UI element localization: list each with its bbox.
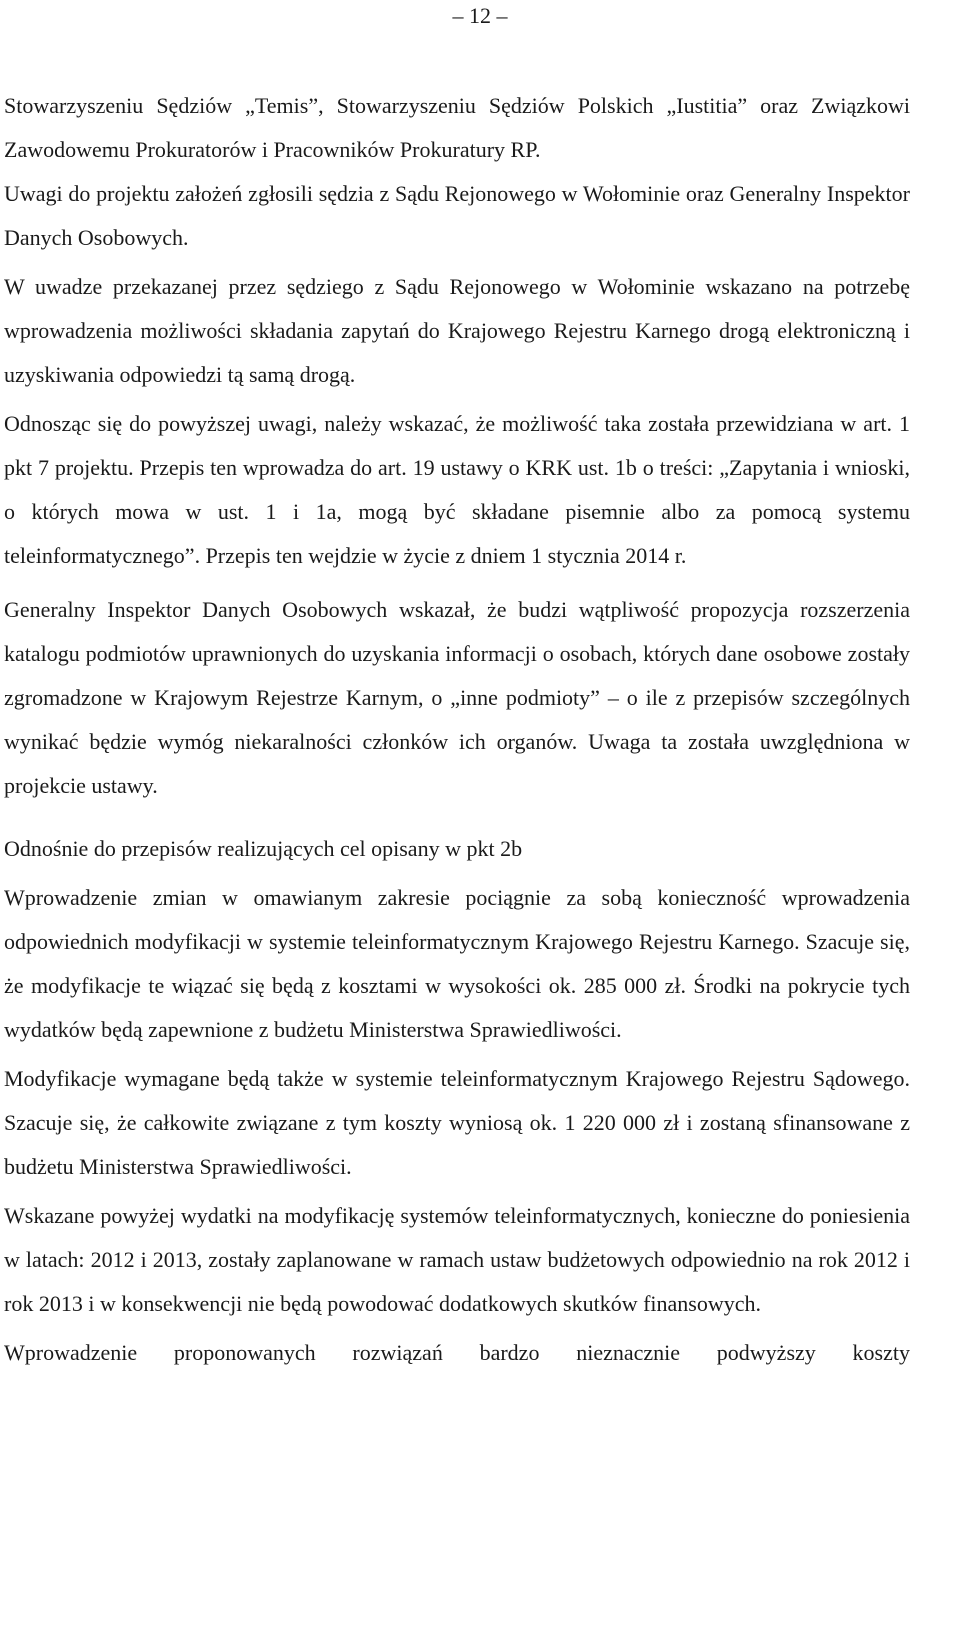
paragraph-krs-system-costs: Modyfikacje wymagane będą także w systemie teleinformatycznym Krajowego Rejestru Sądowego. Szacuje się, że całkowite związane z tym koszty wyniosą ok. 1 220 000 zł i zostaną sfinansowane z budżetu Ministerstwa Sprawiedliwości. [4, 1066, 910, 1179]
paragraph-comments-submitted: Uwagi do projektu założeń zgłosili sędzia z Sądu Rejonowego w Wołominie oraz Generalny Inspektor Danych Osobowych. [4, 181, 910, 250]
paragraph-budget-planning: Wskazane powyżej wydatki na modyfikację systemów teleinformatycznych, konieczne do poniesienia w latach: 2012 i 2013, zostały zaplanowane w ramach ustaw budżetowych odpowiednio na rok 2012 i rok 2013 i w konsekwencji nie będą powodować dodatkowych skutków finansowych. [4, 1203, 910, 1316]
page-number: – 12 – [452, 3, 508, 28]
paragraph-wolomin-judge-comment: W uwadze przekazanej przez sędziego z Sądu Rejonowego w Wołominie wskazano na potrzebę wprowadzenia możliwości składania zapytań do Krajowego Rejestru Karnego drogą elektroniczną i uzyskiwania odpowiedzi tą samą drogą. [4, 274, 910, 387]
section-heading-2b: Odnośnie do przepisów realizujących cel opisany w pkt 2b [4, 836, 523, 861]
paragraph-krk-system-costs: Wprowadzenie zmian w omawianym zakresie pociągnie za sobą konieczność wprowadzenia odpowiednich modyfikacji w systemie teleinformatycznym Krajowego Rejestru Karnego. Szacuje się, że modyfikacje te wiązać się będą z kosztami w wysokości ok. 285 000 zł. Środki na pokrycie tych wydatków będą zapewnione z budżetu Ministerstwa Sprawiedliwości. [4, 885, 910, 1042]
paragraph-associations: Stowarzyszeniu Sędziów „Temis”, Stowarzyszeniu Sędziów Polskich „Iustitia” oraz Związkowi Zawodowemu Prokuratorów i Pracowników Prokuratury RP. [4, 93, 910, 162]
paragraph-response-to-comment: Odnosząc się do powyższej uwagi, należy wskazać, że możliwość taka została przewidziana w art. 1 pkt 7 projektu. Przepis ten wprowadza do art. 19 ustawy o KRK ust. 1b o treści: „Zapytania i wnioski, o których mowa w ust. 1 i 1a, mogą być składane pisemnie albo za pomocą systemu teleinformatycznego”. Przepis ten wejdzie w życie z dniem 1 stycznia 2014 r. [4, 411, 910, 568]
paragraph-giodo-comment: Generalny Inspektor Danych Osobowych wskazał, że budzi wątpliwość propozycja rozszerzenia katalogu podmiotów uprawnionych do uzyskania informacji o osobach, których dane osobowe zostały zgromadzone w Krajowym Rejestrze Karnym, o „inne podmioty” – o ile z przepisów szczególnych wynikać będzie wymóg niekaralności członków ich organów. Uwaga ta została uwzględniona w projekcie ustawy. [4, 597, 910, 798]
document-body [4, 84, 910, 1375]
paragraph-cost-increase: Wprowadzenie proponowanych rozwiązań bardzo nieznacznie podwyższy koszty [4, 1340, 910, 1365]
